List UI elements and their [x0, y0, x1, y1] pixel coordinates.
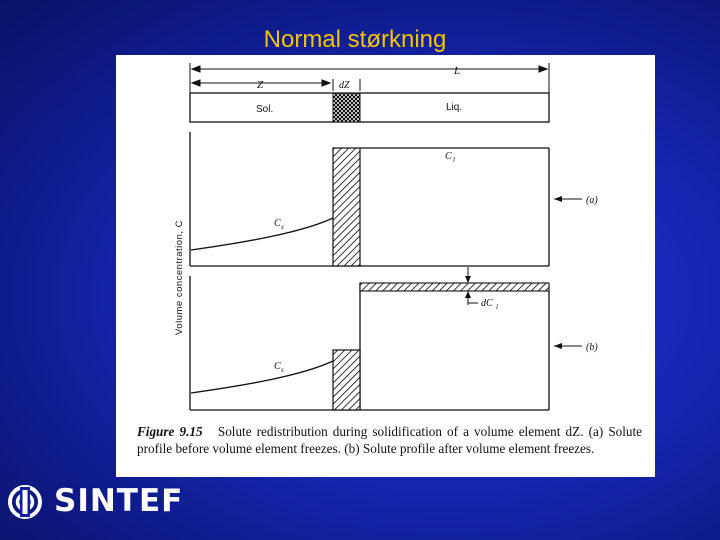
- z-label: Z: [257, 79, 264, 91]
- svg-text:s: s: [281, 366, 284, 374]
- panel-a-label: (a): [586, 195, 598, 206]
- slide-title: Normal størkning: [263, 26, 447, 53]
- panel-b-cs-label: [274, 361, 284, 374]
- logo-text: SINTEF: [54, 483, 184, 519]
- panel-a-cs-label: [274, 218, 284, 231]
- caption-text: Solute redistribution during solidification of a volume element dZ. (a) Solute profile before volume element freezes. (b) Solute profile after volume element freezes.: [137, 424, 643, 456]
- dz-label: dZ: [339, 80, 350, 91]
- panel-b-dcl-label: [481, 298, 498, 311]
- figure-panel: [116, 55, 655, 477]
- panel-a-arrow: [554, 196, 582, 202]
- panel-b-arrow: [554, 343, 582, 349]
- panel-b-plot: [190, 276, 549, 410]
- svg-text:dC: dC: [481, 298, 493, 309]
- dimension-lines: [190, 63, 549, 93]
- sol-liq-bar: [190, 93, 549, 122]
- solute-redistribution-diagram: [116, 55, 655, 477]
- solid-label: Sol.: [256, 104, 274, 115]
- liquid-label: Liq.: [446, 102, 463, 113]
- length-label: L: [454, 65, 461, 77]
- panel-a-volume-element: [333, 148, 360, 266]
- panel-a-plot: [190, 132, 549, 266]
- panel-b-volume-element: [333, 350, 360, 410]
- panel-a-cl-label: [445, 151, 455, 164]
- svg-text:l: l: [496, 303, 498, 311]
- panel-b-label: (b): [586, 342, 598, 353]
- y-axis-label: Volume concentration, C: [174, 219, 185, 335]
- figure-caption: [137, 423, 642, 457]
- panel-b-liquid-increment: [360, 283, 549, 291]
- svg-text:l: l: [453, 156, 455, 164]
- svg-text:C: C: [274, 218, 281, 229]
- svg-text:s: s: [281, 223, 284, 231]
- figure-number: Figure 9.15: [137, 424, 203, 439]
- svg-text:C: C: [274, 361, 281, 372]
- svg-text:C: C: [445, 151, 452, 162]
- sintef-logo-mark-icon: [8, 484, 48, 520]
